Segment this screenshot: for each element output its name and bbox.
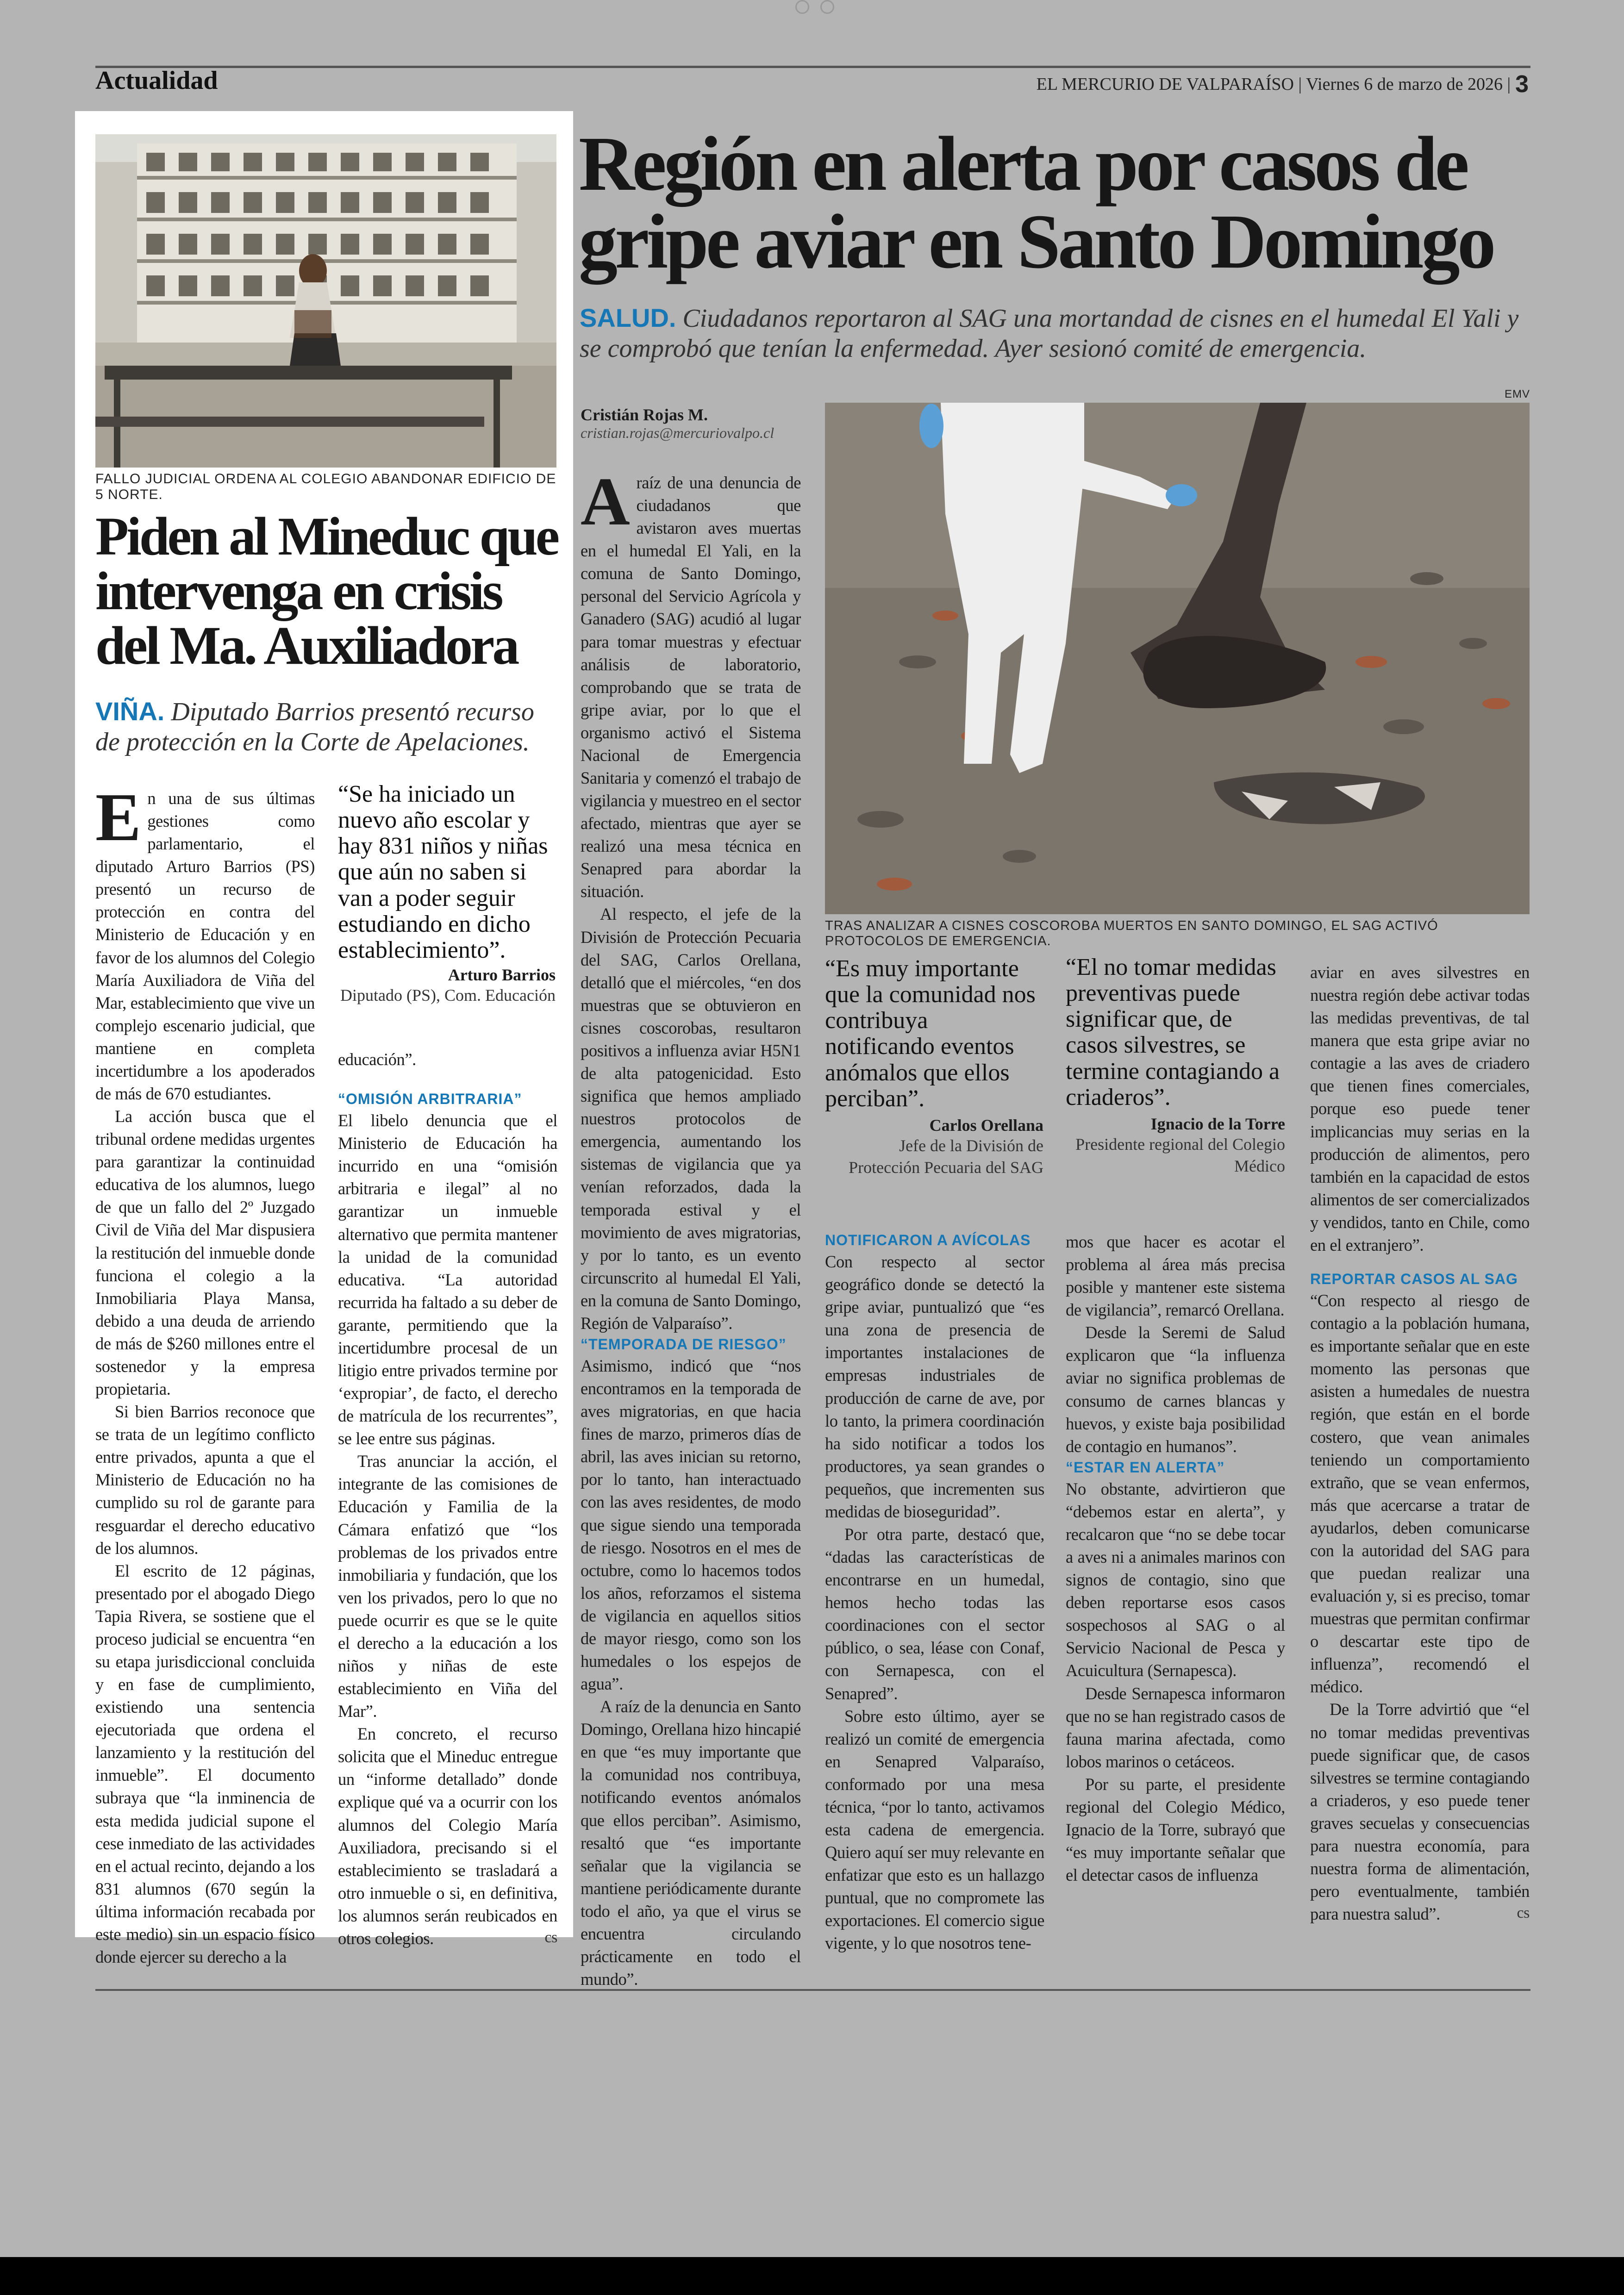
page-dot-icon[interactable] xyxy=(795,0,809,14)
author-name: Cristián Rojas M. xyxy=(581,405,708,424)
main-paragraph: Sobre esto último, ayer se realizó un comité de emergencia en Senapred Valparaíso, conformado por una mesa técnica, “por lo tanto, activamos esta cadena de emergencia. Quiero aquí ser muy relevante en enfatizar que esto es un hallazgo puntual, que no compromete las exportaciones. El comercio sigue vigente, y lo que nosotros tene- xyxy=(825,1706,1044,1953)
quote2-text: “El no tomar medidas preventivas puede significar que, de casos silvestres, se termine contagiando a criaderos”. xyxy=(1066,954,1280,1110)
side-photo-caption: FALLO JUDICIAL ORDENA AL COLEGIO ABANDONAR EDIFICIO DE 5 NORTE. xyxy=(95,471,556,502)
main-paragraph: Con respecto al sector geográfico donde se detectó la gripe aviar, puntualizó que “es una zona de presencia de importantes instalaciones de empresas industriales de producción de carne de ave, por lo tanto, la primera coordinación ha sido notificar a todos los productores, ya sean grandes o pequeños, que incrementen sus medidas de bioseguridad”. xyxy=(825,1252,1044,1521)
side-paragraph-text: n una de sus últimas gestiones como parlamentario, el diputado Arturo Barrios (PS) presentó un recurso de protección en contra del Ministerio de Educación y en favor de los alumnos del Colegio María Auxiliadora de Viña del Mar, establecimiento que vive un complejo escenario judicial, que mantiene en completa incertidumbre a los apoderados de más de 670 estudiantes. xyxy=(95,789,315,1104)
main-paragraph: mos que hacer es acotar el problema al área más precisa posible y mantener este sistema de vigilancia”, remarcó Orellana. xyxy=(1066,1232,1285,1320)
main-paragraph: A raíz de la denuncia en Santo Domingo, Orellana hizo hincapié en que “es muy importante que la comunidad nos contribuya, notificando eventos anómalos que ellos perciban”. Asimismo, resaltó que “es importante señalar que la vigilancia se mantiene periódicamente durante todo el año, ya que el virus se encuentra circulando prácticamente en todo el mundo”. xyxy=(581,1697,801,1989)
side-column-2 xyxy=(338,1048,557,1950)
school-photo-drawing xyxy=(95,134,556,468)
main-paragraph-text: De la Torre advirtió que “el no tomar medidas preventivas puede significar que, de casos silvestres se termine contagiando a criaderos, y eso puede tener graves secuelas y consecuencias para nuestra economía, para nuestra forma de alimentación, pero eventualmente, también para nuestra salud”. xyxy=(1310,1700,1530,1924)
page-number: 3 xyxy=(1515,71,1529,98)
main-deck xyxy=(580,303,1533,364)
main-column-2 xyxy=(825,1230,1044,1954)
page-dot-icon[interactable] xyxy=(820,0,834,14)
author-email: cristian.rojas@mercuriovalpo.cl xyxy=(581,424,775,441)
main-kicker: SALUD. xyxy=(580,303,676,332)
page-indicator xyxy=(782,0,847,15)
quote2-role: Presidente regional del Colegio Médico xyxy=(1075,1135,1285,1175)
side-paragraph: educación”. xyxy=(338,1050,416,1069)
quote1-name: Carlos Orellana xyxy=(929,1116,1043,1135)
main-column-4 xyxy=(1310,961,1530,1925)
main-paragraph: aviar en aves silvestres en nuestra región debe activar todas las medidas preventivas, de tal manera que esta gripe aviar no contagie a las aves de criadero que tienen fines comerciales, porque eso puede tener implicancias muy serias en la producción de alimentos, pero también en la capacidad de estos alimentos de ser comercializados y vendidos, tanto en Chile, como en el extranjero”. xyxy=(1310,963,1530,1254)
quote2-name: Ignacio de la Torre xyxy=(1150,1114,1285,1133)
section-title: Actualidad xyxy=(95,66,218,95)
side-deck xyxy=(95,697,563,757)
main-paragraph: “Con respecto al riesgo de contagio a la población humana, es importante señalar que en este momento las personas que asisten a humedales de nuestra región, que están en el borde costero, que vean animales teniendo un comportamiento extraño, que se vean enfermos, más que acercarse a tratar de ayudarlos, deben comunicarse con la autoridad del SAG para que puedan realizar una evaluación y, si es preciso, tomar muestras que permitan confirmar o descartar este tipo de influenza”, recomendó el médico. xyxy=(1310,1291,1530,1696)
side-paragraph xyxy=(95,780,315,1105)
side-headline: Piden al Mineduc que intervenga en crisis del Ma. Auxiliadora xyxy=(95,506,558,676)
main-subhead: NOTIFICARON A AVÍCOLAS xyxy=(825,1232,1031,1248)
main-paragraph xyxy=(581,464,801,903)
side-paragraph: El libelo denuncia que el Ministerio de Educación ha incurrido en una “omisión arbitraria e ilegal” al no garantizar un inmueble alternativo que permita mantener la unidad de la comunidad educativa. “La autoridad recurrida ha faltado a su deber de garante, permitiendo que la incertidumbre procesal de un litigio entre privados termine por ‘expropiar’, de facto, el derecho de matrícula de los recurrentes”, se lee entre sus páginas. xyxy=(338,1111,557,1448)
byline xyxy=(581,405,798,442)
page-bottom-rule xyxy=(95,1989,1530,1991)
side-quote-name: Arturo Barrios xyxy=(448,966,556,985)
main-paragraph: Al respecto, el jefe de la División de Protección Pecuaria del SAG, Carlos Orellana, detalló que el miércoles, “en dos muestras que se obtuvieron en cisnes coscorobas, resultaron positivos a influenza aviar H5N1 de alta patogenicidad. Esto significa que hemos ampliado nuestros protocolos de emergencia, aumentando los sistemas de vigilancia que ya venían reforzados, dada la temporada estival y el movimiento de aves migratorias, y por lo tanto, es un evento circunscrito al humedal El Yali, en la comuna de Santo Domingo, Región de Valparaíso”. xyxy=(581,904,801,1333)
end-mark-icon: cs xyxy=(544,1928,557,1946)
side-paragraph: Tras anunciar la acción, el integrante de las comisiones de Educación y Familia de la Cámara enfatizó que “los problemas de los privados entre inmobiliaria y fundación, que los ven los privados, pero lo que no puede ocurrir es que se le quite el derecho a la educación a los niños y niñas de este establecimiento en Viña del Mar”. xyxy=(338,1452,557,1721)
photo-credit: EMV xyxy=(1505,388,1530,400)
side-pullquote xyxy=(338,781,556,1006)
side-paragraph-text: En concreto, el recurso solicita que el Mineduc entregue un “informe detallado” donde explique qué va a ocurrir con los alumnos del Colegio María Auxiliadora, precisando si el establecimiento se trasladará a otro inmueble o si, en definitiva, los alumnos serán reubicados en otros colegios. xyxy=(338,1724,557,1948)
side-column-1 xyxy=(95,780,315,1968)
main-paragraph: Por su parte, el presidente regional del Colegio Médico, Ignacio de la Torre, subrayó que “es muy importante señalar que el detectar casos de influenza xyxy=(1066,1774,1285,1885)
school-photo xyxy=(95,134,556,468)
masthead-text: EL MERCURIO DE VALPARAÍSO | Viernes 6 de marzo de 2026 | xyxy=(1036,75,1511,94)
quote1-role: Jefe de la División de Protección Pecuaria del SAG xyxy=(849,1136,1043,1177)
main-subhead: REPORTAR CASOS AL SAG xyxy=(1310,1271,1518,1288)
side-quote-text: “Se ha iniciado un nuevo año escolar y hay 831 niños y niñas que aún no saben si van a poder seguir estudiando en dicho establecimiento”. xyxy=(338,781,548,963)
main-paragraph: Desde la Seremi de Salud explicaron que “la influenza aviar no significa problemas de consumo de carnes blancas y huevos, y existe baja posibilidad de contagio en humanos”. xyxy=(1066,1323,1285,1456)
main-column-3 xyxy=(1066,1230,1285,1886)
main-paragraph: Asimismo, indicó que “nos encontramos en la temporada de aves migratorias, en que hacia fines de marzo, primeros días de abril, las aves inician su retorno, por lo tanto, han interactuado con las aves residentes, de modo que sigue siendo una temporada de riesgo. Nosotros en el mes de octubre, como lo hacemos todos los años, reforzamos el sistema de vigilancia en aquellos sitios de mayor riesgo, como son los humedales o los espejos de agua”. xyxy=(581,1356,801,1694)
viewer-bottom-bar xyxy=(0,2257,1624,2295)
side-paragraph: La acción busca que el tribunal ordene medidas urgentes para garantizar la continuidad educativa de los alumnos, luego de que un fallo del 2º Juzgado Civil de Viña del Mar dispusiera la restitución del inmueble donde funciona el colegio a la Inmobiliaria Playa Mansa, debido a una deuda de arriendo de más de $260 millones entre el sostenedor y la empresa propietaria. xyxy=(95,1107,315,1399)
side-paragraph: El escrito de 12 páginas, presentado por el abogado Diego Tapia Rivera, se sostiene que el proceso judicial se encuentra “en su etapa jurisdiccional concluida y en fase de cumplimiento, existiendo una sentencia ejecutoriada que ordena el lanzamiento y la restitución del inmueble”. El documento subraya que “la inminencia de esta medida judicial supone el cese inmediato de las actividades en el actual recinto, dejando a los 831 alumnos (670 según la última información recabada por este medio) sin un espacio físico donde ejercer su derecho a la xyxy=(95,1561,315,1966)
main-dropcap: A xyxy=(581,464,630,540)
side-subhead: “OMISIÓN ARBITRARIA” xyxy=(338,1091,522,1108)
quote1-text: “Es muy importante que la comunidad nos contribuya notificando eventos anómalos que ellos perciban”. xyxy=(825,955,1036,1112)
side-kicker: VIÑA. xyxy=(95,697,165,726)
side-deck-text: Diputado Barrios presentó recurso de protección en la Corte de Apelaciones. xyxy=(95,698,534,756)
main-paragraph-text: raíz de una denuncia de ciudadanos que avistaron aves muertas en el humedal El Yali, en la comuna de Santo Domingo, personal del Servicio Agrícola y Ganadero (SAG) acudió al lugar para tomar muestras y efectuar análisis de laboratorio, comprobando que se trata de gripe aviar, por lo que el organismo activó el Sistema Nacional de Emergencia Sanitaria y comenzó el trabajo de vigilancia y muestreo en el sector afectado, mientras que ayer se realizó una mesa técnica en Senapred para abordar la situación. xyxy=(581,473,801,901)
swan-photo-drawing xyxy=(825,403,1530,914)
header-rule xyxy=(95,66,1530,68)
main-subhead: “ESTAR EN ALERTA” xyxy=(1066,1459,1225,1476)
main-column-1 xyxy=(581,464,801,1990)
main-headline: Región en alerta por casos de gripe aviar en Santo Domingo xyxy=(579,121,1493,285)
main-paragraph: Desde Sernapesca informaron que no se han registrado casos de fauna marina afectada, como lobos marinos o cetáceos. xyxy=(1066,1684,1285,1771)
main-photo-caption: TRAS ANALIZAR A CISNES COSCOROBA MUERTOS EN SANTO DOMINGO, EL SAG ACTIVÓ PROTOCOLOS DE EMERGENCIA. xyxy=(825,918,1438,948)
side-paragraph xyxy=(338,1722,557,1950)
main-paragraph: Por otra parte, destacó que, “dadas las características de encontrarse en un humedal, hemos hecho todas las coordinaciones con el sector público, o sea, léase con Conaf, con Sernapesca, con el Senapred”. xyxy=(825,1524,1044,1703)
end-mark-icon: cs xyxy=(1517,1904,1530,1922)
side-quote-role: Diputado (PS), Com. Educación xyxy=(340,986,556,1005)
main-paragraph: No obstante, advirtieron que “debemos estar en alerta”, y recalcaron que “no se debe tocar a aves ni a animales marinos con signos de contagio, sino que deben reportarse esos casos sospechosos al SAG o al Servicio Nacional de Pesca y Acuicultura (Sernapesca). xyxy=(1066,1479,1285,1680)
masthead xyxy=(1037,70,1529,98)
swan-photo xyxy=(825,403,1530,914)
main-paragraph xyxy=(1310,1698,1530,1925)
side-dropcap: E xyxy=(95,780,141,855)
main-subhead: “TEMPORADA DE RIESGO” xyxy=(581,1335,787,1353)
main-deck-text: Ciudadanos reportaron al SAG una mortandad de cisnes en el humedal El Yali y se comprobó que tenían la enfermedad. Ayer sesionó comité de emergencia. xyxy=(580,304,1519,363)
main-pullquote-2 xyxy=(1066,954,1285,1177)
side-paragraph: Si bien Barrios reconoce que se trata de un legítimo conflicto entre privados, apunta a que el Ministerio de Educación no ha cumplido su rol de garante para resguardar el derecho educativo de los alumnos. xyxy=(95,1402,315,1558)
main-pullquote-1 xyxy=(825,956,1043,1179)
